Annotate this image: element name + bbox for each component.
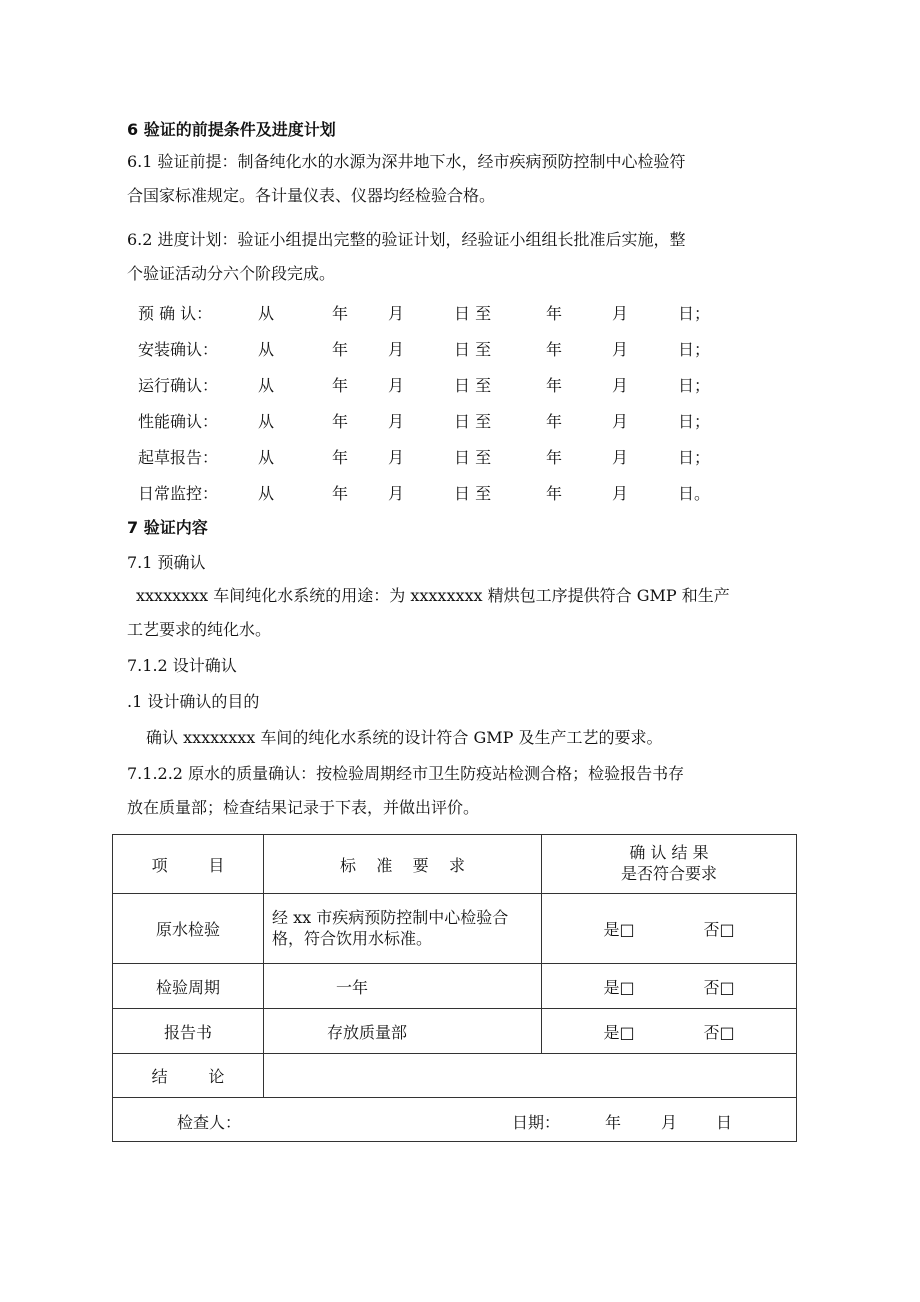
- table-header-row: [113, 835, 797, 894]
- schedule-month-1: 月: [388, 340, 405, 359]
- section-6-heading: 6 验证的前提条件及进度计划: [127, 120, 336, 139]
- schedule-row-operation: [138, 373, 758, 395]
- schedule-day-to: 日 至: [454, 412, 492, 431]
- schedule-day-end: 日；: [678, 412, 711, 431]
- row-result: [542, 894, 797, 964]
- schedule-year-2: 年: [546, 448, 563, 467]
- schedule-stage: 安装确认：: [138, 340, 219, 359]
- schedule-year-1: 年: [332, 304, 349, 323]
- table-row: [113, 894, 797, 964]
- date-day: 日: [716, 1113, 733, 1132]
- schedule-year-1: 年: [332, 484, 349, 503]
- no-checkbox[interactable]: 否□: [703, 977, 735, 997]
- schedule-year-2: 年: [546, 340, 563, 359]
- schedule-month-1: 月: [388, 304, 405, 323]
- schedule-stage: 预 确 认：: [138, 304, 213, 323]
- row-standard: 存放质量部: [264, 1009, 542, 1054]
- schedule-month-1: 月: [388, 484, 405, 503]
- schedule-day-end: 日；: [678, 376, 711, 395]
- schedule-year-2: 年: [546, 376, 563, 395]
- schedule-from: 从: [258, 448, 275, 467]
- no-checkbox[interactable]: 否□: [703, 1022, 735, 1042]
- schedule-year-1: 年: [332, 448, 349, 467]
- paragraph-6-1-line-1: 6.1 验证前提：制备纯化水的水源为深井地下水，经市疾病预防控制中心检验符: [127, 152, 686, 171]
- schedule-row-daily-monitoring: [138, 481, 758, 503]
- schedule-row-performance: [138, 409, 758, 431]
- schedule-year-1: 年: [332, 340, 349, 359]
- row-item: 报告书: [113, 1009, 264, 1054]
- paragraph-7-1-2-2-line-1: 7.1.2.2 原水的质量确认：按检验周期经市卫生防疫站检测合格；检验报告书存: [127, 764, 685, 783]
- conclusion-label: 结 论: [113, 1054, 264, 1098]
- schedule-from: 从: [258, 376, 275, 395]
- header-result-line-1: 确 认 结 果: [629, 843, 709, 863]
- row-result: [542, 964, 797, 1009]
- paragraph-6-2-line-1: 6.2 进度计划：验证小组提出完整的验证计划，经验证小组组长批准后实施，整: [127, 230, 686, 249]
- no-checkbox[interactable]: 否□: [703, 920, 735, 939]
- header-result: [542, 835, 797, 894]
- schedule-day-end: 日；: [678, 448, 711, 467]
- date-year: 年: [605, 1113, 622, 1132]
- schedule-from: 从: [258, 304, 275, 323]
- conclusion-value[interactable]: [264, 1054, 797, 1098]
- section-7-1-title: 7.1 预确认: [127, 553, 206, 572]
- schedule-month-2: 月: [612, 340, 629, 359]
- header-standard: 标 准 要 求: [264, 835, 542, 894]
- paragraph-7-1-line-2: 工艺要求的纯化水。: [127, 620, 272, 639]
- schedule-row-pre-confirmation: [138, 301, 758, 323]
- yes-checkbox[interactable]: 是□: [603, 920, 635, 939]
- schedule-day-end: 日；: [678, 340, 711, 359]
- schedule-year-2: 年: [546, 412, 563, 431]
- schedule-stage: 性能确认：: [138, 412, 219, 431]
- row-standard: 一年: [264, 964, 542, 1009]
- schedule-row-installation: [138, 337, 758, 359]
- schedule-day-to: 日 至: [454, 376, 492, 395]
- schedule-row-draft-report: [138, 445, 758, 467]
- schedule-stage: 日常监控：: [138, 484, 219, 503]
- table-row: [113, 1009, 797, 1054]
- section-7-heading: 7 验证内容: [127, 518, 208, 537]
- conclusion-row: [113, 1054, 797, 1098]
- schedule-month-2: 月: [612, 484, 629, 503]
- section-7-1-2-1-title: .1 设计确认的目的: [127, 692, 260, 711]
- schedule-from: 从: [258, 340, 275, 359]
- schedule-year-2: 年: [546, 484, 563, 503]
- schedule-year-1: 年: [332, 412, 349, 431]
- schedule-month-1: 月: [388, 412, 405, 431]
- schedule-from: 从: [258, 412, 275, 431]
- signature-row: [113, 1098, 797, 1142]
- schedule-day-to: 日 至: [454, 304, 492, 323]
- yes-checkbox[interactable]: 是□: [603, 1022, 635, 1042]
- date-label: 日期：: [512, 1113, 561, 1132]
- paragraph-7-1-2-2-line-2: 放在质量部；检查结果记录于下表，并做出评价。: [127, 798, 480, 817]
- schedule-day-to: 日 至: [454, 484, 492, 503]
- schedule-day-end: 日。: [678, 484, 711, 503]
- schedule-month-2: 月: [612, 412, 629, 431]
- yes-checkbox[interactable]: 是□: [603, 977, 635, 997]
- row-item: 检验周期: [113, 964, 264, 1009]
- row-result: [542, 1009, 797, 1054]
- signature-cell: [113, 1098, 797, 1142]
- schedule-stage: 运行确认：: [138, 376, 219, 395]
- paragraph-7-1-2-1: 确认 xxxxxxxx 车间的纯化水系统的设计符合 GMP 及生产工艺的要求。: [146, 728, 663, 747]
- schedule-month-2: 月: [612, 304, 629, 323]
- schedule-year-1: 年: [332, 376, 349, 395]
- schedule-month-2: 月: [612, 376, 629, 395]
- row-item: 原水检验: [113, 894, 264, 964]
- schedule-month-1: 月: [388, 448, 405, 467]
- section-7-1-2-title: 7.1.2 设计确认: [127, 656, 237, 675]
- paragraph-6-2-line-2: 个验证活动分六个阶段完成。: [127, 264, 336, 283]
- paragraph-6-1-line-2: 合国家标准规定。各计量仪表、仪器均经检验合格。: [127, 186, 496, 205]
- schedule-month-2: 月: [612, 448, 629, 467]
- paragraph-7-1-line-1: xxxxxxxx 车间纯化水系统的用途：为 xxxxxxxx 精烘包工序提供符合 GMP 和生产: [136, 586, 730, 605]
- row-standard: 经 xx 市疾病预防控制中心检验合格，符合饮用水标准。: [264, 894, 542, 964]
- table-row: [113, 964, 797, 1009]
- date-month: 月: [661, 1113, 678, 1132]
- schedule-stage: 起草报告：: [138, 448, 219, 467]
- raw-water-check-table: [112, 834, 797, 1142]
- schedule-year-2: 年: [546, 304, 563, 323]
- schedule-day-end: 日；: [678, 304, 711, 323]
- schedule-day-to: 日 至: [454, 448, 492, 467]
- header-result-line-2: 是否符合要求: [620, 864, 717, 883]
- inspector-label: 检查人：: [177, 1113, 242, 1132]
- schedule-month-1: 月: [388, 376, 405, 395]
- schedule-from: 从: [258, 484, 275, 503]
- schedule-day-to: 日 至: [454, 340, 492, 359]
- header-item: 项 目: [113, 835, 264, 894]
